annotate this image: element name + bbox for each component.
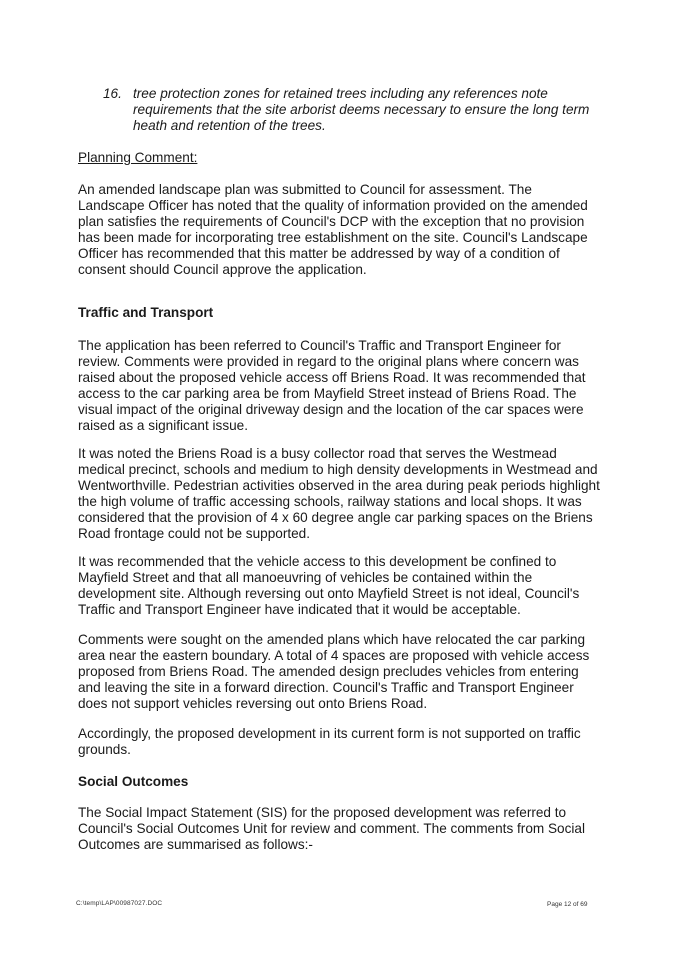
traffic-paragraph-3: It was recommended that the vehicle access to this development be confined to Mayfield Street and that all manoeuvring of vehicles be contained within the development site. Although reversing out onto Mayfield Street is not ideal, Council's Traffic and Transport Engineer have indicated that it would be acceptable. bbox=[78, 554, 580, 617]
list-item-text: tree protection zones for retained trees including any references note requirements that the site arborist deems necessary to ensure the long term heath and retention of the trees. bbox=[133, 86, 590, 133]
traffic-heading: Traffic and Transport bbox=[78, 305, 214, 320]
traffic-paragraph-4: Comments were sought on the amended plans which have relocated the car parking area near the eastern boundary. A total of 4 spaces are proposed with vehicle access proposed from Briens Road. The amended design precludes vehicles from entering and leaving the site in a forward direction. Council's Traffic and Transport Engineer does not support vehicles reversing out onto Briens Road. bbox=[78, 632, 590, 711]
list-item-number: 16. bbox=[103, 86, 122, 101]
footer-file-path: C:\temp\LAP\00987027.DOC bbox=[76, 900, 163, 907]
social-outcomes-paragraph: The Social Impact Statement (SIS) for the proposed development was referred to Council's Social Outcomes Unit for review and comment. The comments from Social Outcomes are summarised as follows:- bbox=[78, 805, 586, 852]
social-outcomes-heading: Social Outcomes bbox=[78, 774, 189, 789]
traffic-paragraph-1: The application has been referred to Council's Traffic and Transport Engineer for review. Comments were provided in regard to the original plans where concern was raised about the proposed vehicle access off Briens Road. It was recommended that access to the car parking area be from Mayfield Street instead of Briens Road. The visual impact of the original driveway design and the location of the car spaces were raised as a significant issue. bbox=[78, 338, 586, 433]
planning-comment-heading: Planning Comment: bbox=[78, 150, 198, 165]
traffic-paragraph-2: It was noted the Briens Road is a busy collector road that serves the Westmead medical precinct, schools and medium to high density developments in Westmead and Wentworthville. Pedestrian activities observed in the area during peak periods highlight the high volume of traffic accessing schools, railway stations and local shops. It was considered that the provision of 4 x 60 degree angle car parking spaces on the Briens Road frontage could not be supported. bbox=[78, 446, 600, 541]
traffic-paragraph-5: Accordingly, the proposed development in its current form is not supported on traffic grounds. bbox=[78, 726, 581, 757]
footer-page-number: Page 12 of 69 bbox=[547, 901, 588, 908]
planning-comment-paragraph: An amended landscape plan was submitted to Council for assessment. The Landscape Officer has noted that the quality of information provided on the amended plan satisfies the requirements of Council's DCP with the exception that no provision has been made for incorporating tree establishment on the site. Council's Landscape Officer has recommended that this matter be addressed by way of a condition of consent should Council approve the application. bbox=[78, 182, 588, 277]
